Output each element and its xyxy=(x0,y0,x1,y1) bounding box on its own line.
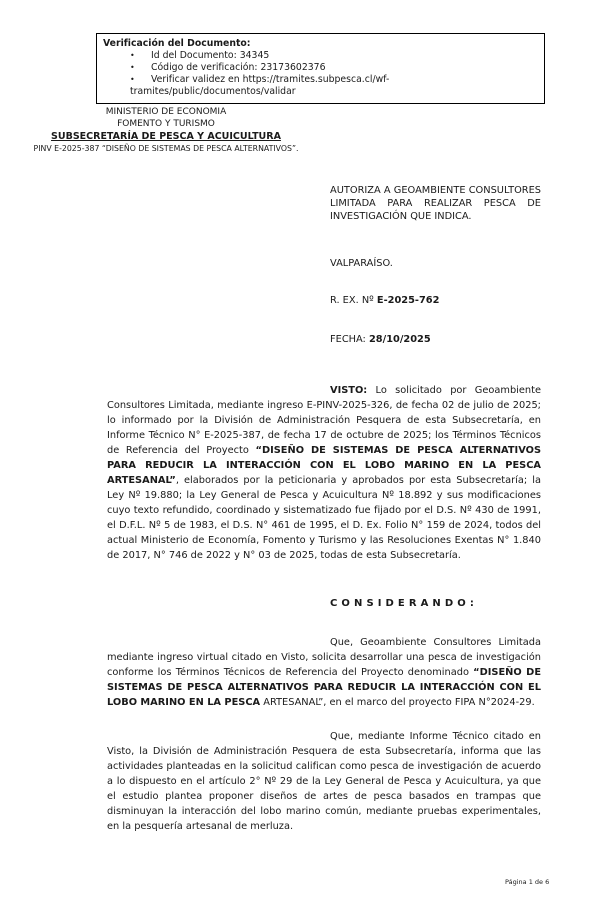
bullet-icon: • xyxy=(130,51,135,60)
considerando1-project-title: “DISEÑO DE SISTEMAS DE PESCA ALTERNATIVOS PARA REDUCIR LA INTERACCIÓN CON EL LOBO MARINO EN LA PESCA xyxy=(107,667,542,708)
visto-text-2: , elaborados por la peticionaria y aprobados por esta Subsecretaría; la Ley Nº 19.880; la Ley General de Pesca y Acuicultura Nº 18.892 y sus modificaciones cuyo texto refundido, coordinado y sistematizado fue fijado por el D.S. Nº 430 de 1991, el D.F.L. Nº 5 de 1983, el D.S. N° 461 de 1995, el D. Ex. Folio N° 159 de 2024, todos del actual Ministerio de Economía, Fomento y Turismo y las Resoluciones Exentas N° 1.840 de 2017, N° 746 de 2022 y N° 03 de 2025, todas de esta Subsecretaría. xyxy=(107,475,541,561)
visto-label: VISTO: xyxy=(330,385,368,396)
considerando-heading: C O N S I D E R A N D O : xyxy=(330,598,475,609)
date-label: FECHA: xyxy=(330,333,369,345)
subsecretaria-title: SUBSECRETARÍA DE PESCA Y ACUICULTURA xyxy=(51,130,281,142)
verification-item-text: Id del Documento: 34345 xyxy=(151,50,270,61)
visto-text-1: Lo solicitado por Geoambiente Consultores Limitada, mediante ingreso E-PINV-2025-326, de fecha 02 de julio de 2025; lo informado por la División de Administración Pesquera de esta Subsecretaría, en Informe Técnico N° E-2025-387, de fecha 17 de octubre de 2025; los Términos Técnicos de Referencia del Proyecto xyxy=(107,385,541,456)
bullet-icon: • xyxy=(130,75,135,84)
ministry-name-line2: FOMENTO Y TURISMO xyxy=(117,118,215,129)
considerando1-text-2: ARTESANAL”, en el marco del proyecto FIPA N°2024-29. xyxy=(260,697,535,708)
verification-box xyxy=(96,33,545,104)
resolution-label: R. EX. Nº xyxy=(330,295,377,307)
verification-item-code xyxy=(103,62,538,74)
title-block xyxy=(330,185,541,347)
city-line: VALPARAÍSO. xyxy=(330,258,393,270)
resolution-number-line xyxy=(330,295,541,308)
resolution-number: E-2025-762 xyxy=(376,295,440,307)
date-value: 28/10/2025 xyxy=(368,333,431,345)
authorization-summary: AUTORIZA A GEOAMBIENTE CONSULTORES LIMITADA PARA REALIZAR PESCA DE INVESTIGACIÓN QUE INDICA. xyxy=(330,185,541,222)
considerando-paragraph-1 xyxy=(107,635,541,710)
considerando1-text-1: Que, Geoambiente Consultores Limitada mediante ingreso virtual citado en Visto, solicita desarrollar una pesca de investigación conforme los Términos Técnicos de Referencia del Proyecto denominado xyxy=(107,637,541,678)
visto-paragraph xyxy=(107,383,541,563)
verification-item-text: Código de verificación: 23173602376 xyxy=(151,62,326,73)
bullet-icon: • xyxy=(130,63,135,72)
verification-url-text: Verificar validez en https://tramites.subpesca.cl/wf-tramites/public/documentos/validar xyxy=(130,74,390,97)
considerando-paragraph-2: Que, mediante Informe Técnico citado en Visto, la División de Administración Pesquera de esta Subsecretaría, informa que las actividades planteadas en la solicitud califican como pesca de investigación de acuerdo a lo dispuesto en el artículo 2° Nº 29 de la Ley General de Pesca y Acuicultura, ya que el estudio plantea proponer diseños de artes de pesca basados en trampas que disminuyan la interacción del lobo marino común, mediante pruebas experimentales, en la pesquería artesanal de merluza. xyxy=(107,731,541,832)
visto-project-title: “DISEÑO DE SISTEMAS DE PESCA ALTERNATIVOS PARA REDUCIR LA INTERACCIÓN CON EL LOBO MARINO EN LA PESCA ARTESANAL” xyxy=(107,445,541,486)
date-line xyxy=(330,334,541,347)
page-number-indicator: Página 1 de 6 xyxy=(505,878,550,886)
verification-item-doc-id xyxy=(103,50,538,62)
letterhead xyxy=(25,107,307,154)
verification-title: Verificación del Documento: xyxy=(103,38,251,49)
ministry-name-line1: MINISTERIO DE ECONOMIA xyxy=(105,107,227,117)
project-reference: PINV E-2025-387 “DISEÑO DE SISTEMAS DE PESCA ALTERNATIVOS”. xyxy=(33,143,299,153)
verification-item-url xyxy=(103,74,538,98)
